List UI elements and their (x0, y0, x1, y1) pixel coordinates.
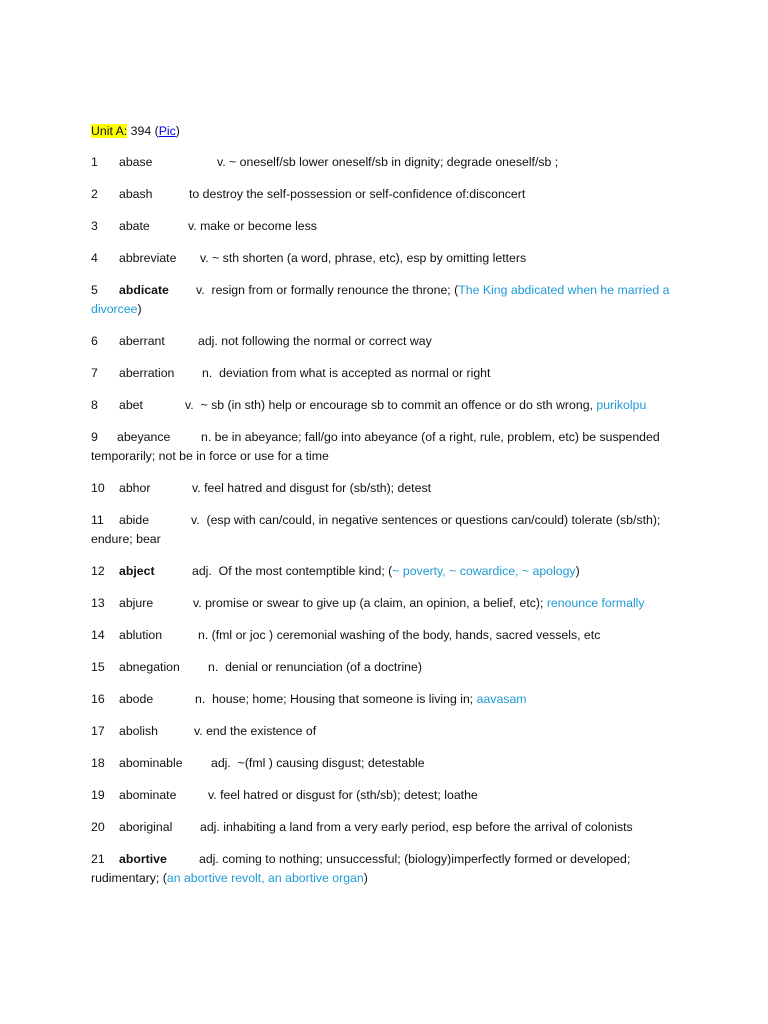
entry-word: ablution (119, 628, 163, 642)
entry-word: abnegation (119, 660, 180, 674)
entry-number: 11 (91, 513, 104, 527)
vocab-entry (91, 754, 681, 773)
entry-definition: v. (esp with can/could, in negative sentences or questions can/could) tolerate (sb/sth); endure; bear (91, 513, 664, 546)
vocab-entry (91, 281, 681, 319)
entry-definition: n. (fml or joc ) ceremonial washing of the body, hands, sacred vessels, etc (198, 628, 601, 642)
vocab-entry (91, 626, 681, 645)
entry-number: 1 (91, 155, 98, 169)
entry-number: 4 (91, 251, 98, 265)
vocab-entry (91, 850, 681, 888)
vocab-entry (91, 428, 681, 466)
entry-close: ) (575, 564, 580, 578)
entry-number: 14 (91, 628, 105, 642)
entry-definition: v. make or become less (188, 219, 317, 233)
entry-number: 17 (91, 724, 105, 738)
vocab-entry (91, 364, 681, 383)
entry-number: 16 (91, 692, 105, 706)
unit-close: ) (175, 124, 180, 138)
vocab-entry (91, 786, 681, 805)
entry-word: aboriginal (119, 820, 173, 834)
entry-word: abash (119, 187, 153, 201)
entry-example: ~ poverty, ~ cowardice, ~ apology (392, 564, 576, 578)
entry-word: abbreviate (119, 251, 177, 265)
vocab-entry (91, 722, 681, 741)
vocab-entry (91, 690, 681, 709)
entry-word: abeyance (117, 430, 171, 444)
entry-definition: adj. not following the normal or correct way (198, 334, 432, 348)
entry-number: 20 (91, 820, 105, 834)
entry-definition: to destroy the self-possession or self-confidence of:disconcert (189, 187, 526, 201)
vocab-entry (91, 249, 681, 268)
vocab-entry (91, 217, 681, 236)
vocab-entry (91, 594, 681, 613)
entry-word: aberration (119, 366, 175, 380)
entry-definition: v. ~ sth shorten (a word, phrase, etc), esp by omitting letters (200, 251, 527, 265)
entry-number: 5 (91, 283, 98, 297)
entry-definition: adj. Of the most contemptible kind; ( (192, 564, 393, 578)
entry-definition: n. denial or renunciation (of a doctrine) (208, 660, 422, 674)
entry-word: abject (119, 564, 155, 578)
entry-close: ) (137, 302, 142, 316)
entry-word: abide (119, 513, 150, 527)
entry-number: 18 (91, 756, 105, 770)
vocab-entry (91, 332, 681, 351)
entry-number: 13 (91, 596, 105, 610)
entry-definition: v. ~ oneself/sb lower oneself/sb in dignity; degrade oneself/sb ; (217, 155, 559, 169)
entry-word: abate (119, 219, 150, 233)
vocab-entry (91, 562, 681, 581)
entry-word: abdicate (119, 283, 169, 297)
unit-count: 394 ( (127, 124, 159, 138)
entry-example: purikolpu (596, 398, 647, 412)
entry-word: abase (119, 155, 153, 169)
vocab-entry (91, 396, 681, 415)
entry-example: The King abdicated when he married a divorcee (91, 283, 673, 316)
entry-number: 19 (91, 788, 105, 802)
entry-word: aberrant (119, 334, 165, 348)
entry-word: abolish (119, 724, 158, 738)
vocab-entry (91, 479, 681, 498)
entry-example: renounce formally (546, 596, 645, 610)
entry-number: 21 (91, 852, 105, 866)
entry-number: 15 (91, 660, 105, 674)
entry-number: 10 (91, 481, 105, 495)
entry-number: 9 (91, 430, 98, 444)
entry-example: an abortive revolt, an abortive organ (166, 871, 364, 885)
entry-definition: v. ~ sb (in sth) help or encourage sb to commit an offence or do sth wrong, (185, 398, 597, 412)
entry-number: 6 (91, 334, 98, 348)
entry-word: abet (119, 398, 143, 412)
vocab-entry (91, 818, 681, 837)
entry-word: abominate (119, 788, 177, 802)
entry-word: abjure (119, 596, 154, 610)
entry-definition: adj. ~(fml ) causing disgust; detestable (211, 756, 425, 770)
entry-definition: n. deviation from what is accepted as normal or right (202, 366, 491, 380)
entry-definition: v. feel hatred or disgust for (sth/sb); detest; loathe (208, 788, 478, 802)
entry-number: 12 (91, 564, 105, 578)
entry-definition: adj. coming to nothing; unsuccessful; (biology)imperfectly formed or developed; rudimentary; ( (91, 852, 634, 885)
entry-definition: v. resign from or formally renounce the throne; ( (196, 283, 459, 297)
entry-number: 3 (91, 219, 98, 233)
entry-word: abhor (119, 481, 151, 495)
entry-definition: v. promise or swear to give up (a claim, an opinion, a belief, etc); (193, 596, 547, 610)
entry-number: 7 (91, 366, 98, 380)
unit-label: Unit A: (91, 124, 128, 138)
entry-close: ) (363, 871, 368, 885)
entry-word: abortive (119, 852, 167, 866)
entry-definition: adj. inhabiting a land from a very early period, esp before the arrival of colonists (200, 820, 633, 834)
pic-link[interactable]: Pic (158, 124, 176, 138)
vocab-entry (91, 658, 681, 677)
entry-number: 8 (91, 398, 98, 412)
entry-definition: v. feel hatred and disgust for (sb/sth); detest (192, 481, 432, 495)
entry-word: abominable (119, 756, 183, 770)
vocab-entry (91, 185, 681, 204)
entry-example: aavasam (476, 692, 527, 706)
vocab-entry (91, 511, 681, 549)
vocab-entry (91, 153, 681, 172)
entry-definition: v. end the existence of (194, 724, 317, 738)
entry-number: 2 (91, 187, 98, 201)
unit-header (91, 123, 180, 139)
entry-definition: n. house; home; Housing that someone is living in; (195, 692, 477, 706)
entry-definition: n. be in abeyance; fall/go into abeyance (of a right, rule, problem, etc) be suspended temporarily; not be in force or use for a time (91, 430, 664, 463)
entry-word: abode (119, 692, 154, 706)
